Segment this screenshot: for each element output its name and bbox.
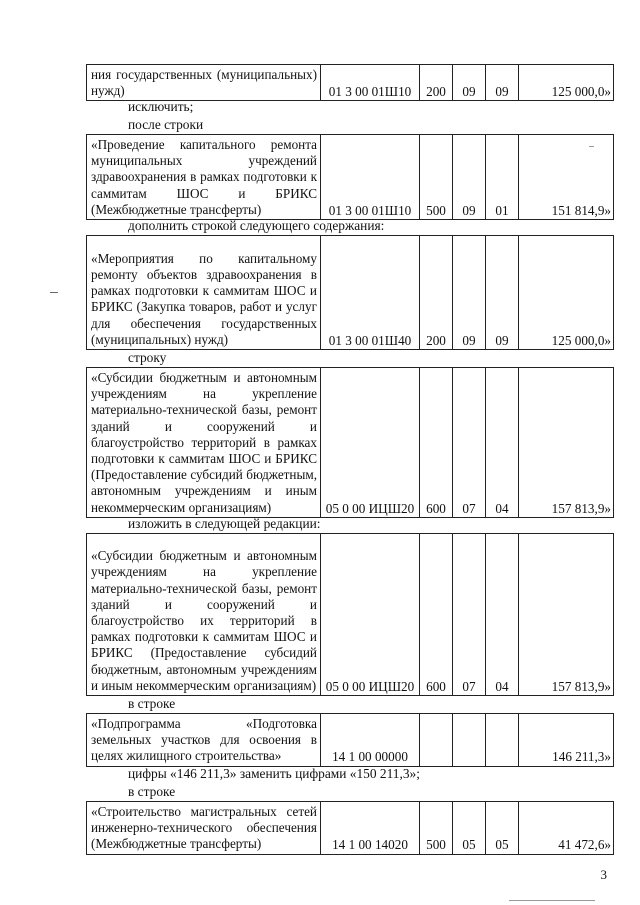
row-subsection: 09 (486, 65, 519, 101)
row-subsection: 09 (486, 236, 519, 350)
row-section: 07 (453, 534, 486, 696)
row-amount: 125 000,0» (519, 236, 614, 350)
page-number: 3 (600, 867, 607, 882)
row-section (453, 714, 486, 767)
row-code: 01 3 00 01Ш10 (321, 65, 420, 101)
row-expense-type (420, 714, 453, 767)
row-description: «Субсидии бюджетным и автономным учреждениям на укрепление материально-технической базы, ремонт зданий и сооружений и благоустройство территорий в рамках подготовки к саммитам ШОС и БРИКС (Предоставление субсидий бюджетным, автономным учреждениям и иным некоммерческим организациям) (87, 368, 321, 518)
row-amount: 151 814,9» (519, 135, 614, 220)
row-subsection: 04 (486, 368, 519, 518)
row-expense-type: 200 (420, 65, 453, 101)
instruction-text: в строке (128, 696, 176, 711)
row-expense-type: 600 (420, 368, 453, 518)
row-expense-type: 600 (420, 534, 453, 696)
scan-mark (509, 900, 595, 901)
instruction-text: строку (128, 350, 167, 365)
row-section: 09 (453, 236, 486, 350)
row-subsection: 05 (486, 802, 519, 855)
instruction-text: цифры «146 211,3» заменить цифрами «150 211,3»; (128, 766, 420, 781)
budget-table-row (86, 134, 614, 220)
row-expense-type: 500 (420, 802, 453, 855)
row-description: «Мероприятия по капитальному ремонту объектов здравоохранения в рамках подготовки к саммитам ШОС и БРИКС (Закупка товаров, работ и услуг для обеспечения государственных (муниципальных) нужд) (87, 236, 321, 350)
row-description: «Подпрограмма «Подготовка земельных участков для освоения в целях жилищного строительства» (87, 714, 321, 767)
row-amount: 41 472,6» (519, 802, 614, 855)
row-description: «Субсидии бюджетным и автономным учреждениям на укрепление материально-технической базы, ремонт зданий и сооружений и благоустройство их территорий в рамках подготовки к саммитам ШОС и БРИКС (Предоставление субсидий бюджетным, автономным учреждениям и иным некоммерческим организациям) (87, 534, 321, 696)
row-code: 14 1 00 14020 (321, 802, 420, 855)
row-code: 01 3 00 01Ш40 (321, 236, 420, 350)
row-subsection: 04 (486, 534, 519, 696)
row-code: 01 3 00 01Ш10 (321, 135, 420, 220)
row-description: «Строительство магистральных сетей инженерно-технического обеспечения (Межбюджетные трансферты) (87, 802, 321, 855)
instruction-text: изложить в следующей редакции: (128, 516, 321, 531)
budget-table-row (86, 64, 614, 101)
row-amount: 125 000,0» (519, 65, 614, 101)
row-amount: 157 813,9» (519, 368, 614, 518)
instruction-text: в строке (128, 784, 176, 799)
scan-mark (50, 292, 58, 293)
row-expense-type: 200 (420, 236, 453, 350)
row-section: 07 (453, 368, 486, 518)
instruction-text: после строки (128, 117, 204, 132)
row-description: ния государственных (муниципальных) нужд) (87, 65, 321, 101)
budget-table-row (86, 533, 614, 696)
row-section: 09 (453, 135, 486, 220)
row-subsection: 01 (486, 135, 519, 220)
row-subsection (486, 714, 519, 767)
row-amount: 146 211,3» (519, 714, 614, 767)
instruction-text: дополнить строкой следующего содержания: (128, 218, 385, 233)
row-expense-type: 500 (420, 135, 453, 220)
budget-table-row (86, 801, 614, 855)
row-amount: 157 813,9» (519, 534, 614, 696)
budget-table-row (86, 235, 614, 350)
instruction-text: исключить; (128, 99, 194, 114)
scan-mark (589, 146, 594, 147)
budget-table-row (86, 713, 614, 767)
row-section: 05 (453, 802, 486, 855)
row-description: «Проведение капитального ремонта муниципальных учреждений здравоохранения в рамках подготовки к саммитам ШОС и БРИКС (Межбюджетные трансферты) (87, 135, 321, 220)
row-code: 05 0 00 ИЦШ20 (321, 534, 420, 696)
row-code: 05 0 00 ИЦШ20 (321, 368, 420, 518)
budget-table-row (86, 367, 614, 518)
row-code: 14 1 00 00000 (321, 714, 420, 767)
row-section: 09 (453, 65, 486, 101)
